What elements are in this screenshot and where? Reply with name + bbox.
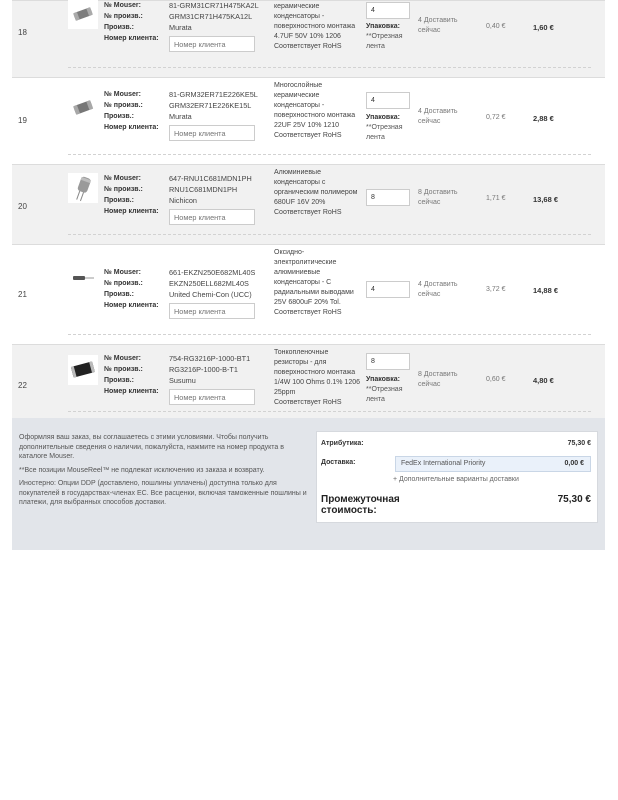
row-index: 18 xyxy=(18,28,27,37)
packaging: Упаковка: **Отрезная лента xyxy=(366,114,403,141)
quantity-input[interactable]: 4 xyxy=(366,2,410,19)
subtotal-label: Промежуточная стоимость: xyxy=(321,494,400,516)
manufacturer: United Chemi-Con (UCC) xyxy=(169,290,252,299)
customer-number-input[interactable] xyxy=(169,36,255,52)
product-description: Тонкопленочные резисторы - для поверхностного монтажа 1/4W 100 Ohms 0.1% 1206 25ppm Соответствует RoHS xyxy=(274,348,364,408)
capacitor-smd-icon[interactable] xyxy=(68,0,98,29)
cart-row xyxy=(12,0,605,77)
customer-number-input[interactable] xyxy=(169,303,255,319)
more-shipping-options-link[interactable]: + Дополнительные варианты доставки xyxy=(393,476,519,483)
order-summary-panel xyxy=(12,418,605,550)
rohs-status: Соответствует RoHS xyxy=(274,132,342,139)
cart-row xyxy=(12,344,605,421)
rohs-status: Соответствует RoHS xyxy=(274,209,342,216)
attributes-value: 75,30 € xyxy=(567,440,591,447)
mouser-part-link[interactable]: 81-GRM32ER71E226KE5L xyxy=(169,90,258,99)
availability: 8 Доставить сейчас xyxy=(418,189,458,206)
terms-note: Оформляя ваш заказ, вы соглашаетесь с этими условиями. Чтобы получить дополнительные сведения о наличии, пожалуйста, нажмите на номер продукта в каталоге Mouser. xyxy=(19,434,284,460)
subtotal-value: 75,30 € xyxy=(557,494,591,505)
unit-price: 0,72 € xyxy=(486,114,506,121)
attributes-label: Атрибутика: xyxy=(321,440,364,447)
ddp-note: Иностерно: Опции DDP (доставлено, пошлины уплачены) доступна только для покупателей в государствах-членах ЕС. Все расценки, включая таможенные пошлины и платежи, для выбранных способов доставки. xyxy=(19,480,307,506)
mfr-part-number: RG3216P-1000-B-T1 xyxy=(169,365,238,374)
cart-row xyxy=(12,164,605,244)
mfr-part-number: EKZN250ELL682ML40S xyxy=(169,279,249,288)
packaging: Упаковка: **Отрезная лента xyxy=(366,23,403,50)
mfr-part-number: GRM32ER71E226KE15L xyxy=(169,101,252,110)
unit-price: 0,40 € xyxy=(486,23,506,30)
availability: 4 Доставить сейчас xyxy=(418,281,458,298)
customer-number-input[interactable] xyxy=(169,209,255,225)
order-notes xyxy=(19,433,309,512)
part-values xyxy=(169,89,269,141)
mouser-part-link[interactable]: 647-RNU1C681MDN1PH xyxy=(169,174,252,183)
extended-price: 1,60 € xyxy=(533,23,554,32)
part-labels: № Mouser: № произв.: Произв.: Номер клиента: xyxy=(104,91,159,131)
product-description: Многослойные керамические конденсаторы - поверхностного монтажа 22UF 25V 10% 1210 Соответствует RoHS xyxy=(274,81,364,141)
shipping-label: Доставка: xyxy=(321,459,356,466)
part-labels: № Mouser: № произв.: Произв.: Номер клиента: xyxy=(104,269,159,309)
customer-number-input[interactable] xyxy=(169,389,255,405)
extended-price: 4,80 € xyxy=(533,376,554,385)
manufacturer: Murata xyxy=(169,112,192,121)
part-values xyxy=(169,353,269,405)
rohs-status: Соответствует RoHS xyxy=(274,43,342,50)
extended-price: 13,68 € xyxy=(533,195,559,204)
row-index: 21 xyxy=(18,290,27,299)
extended-price: 2,88 € xyxy=(533,114,554,123)
manufacturer: Susumu xyxy=(169,376,196,385)
row-index: 19 xyxy=(18,116,27,125)
shipping-option-price: 0,00 € xyxy=(564,460,584,467)
unit-price: 3,72 € xyxy=(486,286,506,293)
part-labels: № Mouser: № произв.: Произв.: Номер клиента: xyxy=(104,355,159,395)
totals-box xyxy=(316,431,598,523)
part-labels: № Mouser: № произв.: Произв.: Номер клиента: xyxy=(104,175,159,215)
rohs-status: Соответствует RoHS xyxy=(274,399,342,406)
quantity-input[interactable]: 8 xyxy=(366,189,410,206)
row-index: 20 xyxy=(18,202,27,211)
product-description: керамические конденсаторы - поверхностного монтажа 4.7UF 50V 10% 1206 Соответствует RoHS xyxy=(274,0,364,52)
part-values xyxy=(169,173,269,225)
shipping-option-name: FedEx International Priority xyxy=(401,460,486,467)
availability: 4 Доставить сейчас xyxy=(418,17,458,34)
unit-price: 0,60 € xyxy=(486,376,506,383)
unit-price: 1,71 € xyxy=(486,195,506,202)
cart-row xyxy=(12,244,605,344)
packaging: Упаковка: **Отрезная лента xyxy=(366,376,403,403)
cart-table xyxy=(12,0,605,421)
mfr-part-number: GRM31CR71H475KA12L xyxy=(169,12,253,21)
rohs-status: Соответствует RoHS xyxy=(274,309,342,316)
availability: 4 Доставить сейчас xyxy=(418,108,458,125)
resistor-smd-icon[interactable] xyxy=(68,355,98,385)
quantity-input[interactable]: 4 xyxy=(366,92,410,109)
part-values xyxy=(169,267,269,319)
shipping-option[interactable] xyxy=(395,456,591,472)
manufacturer: Murata xyxy=(169,23,192,32)
quantity-input[interactable]: 8 xyxy=(366,353,410,370)
product-description: Алюминиевые конденсаторы с органическим полимером 680UF 16V 20% Соответствует RoHS xyxy=(274,168,364,218)
capacitor-smd-icon[interactable] xyxy=(68,92,98,122)
mousereel-note: **Все позиции MouseReel™ не подлежат исключению из заказа и возврату. xyxy=(19,466,265,474)
mouser-part-link[interactable]: 81-GRM31CR71H475KA2L xyxy=(169,1,259,10)
capacitor-radial-small-icon[interactable] xyxy=(68,263,98,293)
part-values xyxy=(169,0,269,52)
customer-number-input[interactable] xyxy=(169,125,255,141)
manufacturer: Nichicon xyxy=(169,196,197,205)
extended-price: 14,88 € xyxy=(533,286,559,295)
part-labels: № Mouser: № произв.: Произв.: Номер клиента: xyxy=(104,2,159,42)
mouser-part-link[interactable]: 754-RG3216P-1000-BT1 xyxy=(169,354,251,363)
mfr-part-number: RNU1C681MDN1PH xyxy=(169,185,238,194)
availability: 8 Доставить сейчас xyxy=(418,371,458,388)
capacitor-radial-icon[interactable] xyxy=(68,173,98,203)
cart-row xyxy=(12,77,605,164)
mouser-part-link[interactable]: 661-EKZN250E682ML40S xyxy=(169,268,256,277)
product-description: Оксидно-электролитические алюминиевые конденсаторы - С радиальными выводами 25V 6800uF 20% Tol. Соответствует RoHS xyxy=(274,248,364,318)
quantity-input[interactable]: 4 xyxy=(366,281,410,298)
row-index: 22 xyxy=(18,381,27,390)
